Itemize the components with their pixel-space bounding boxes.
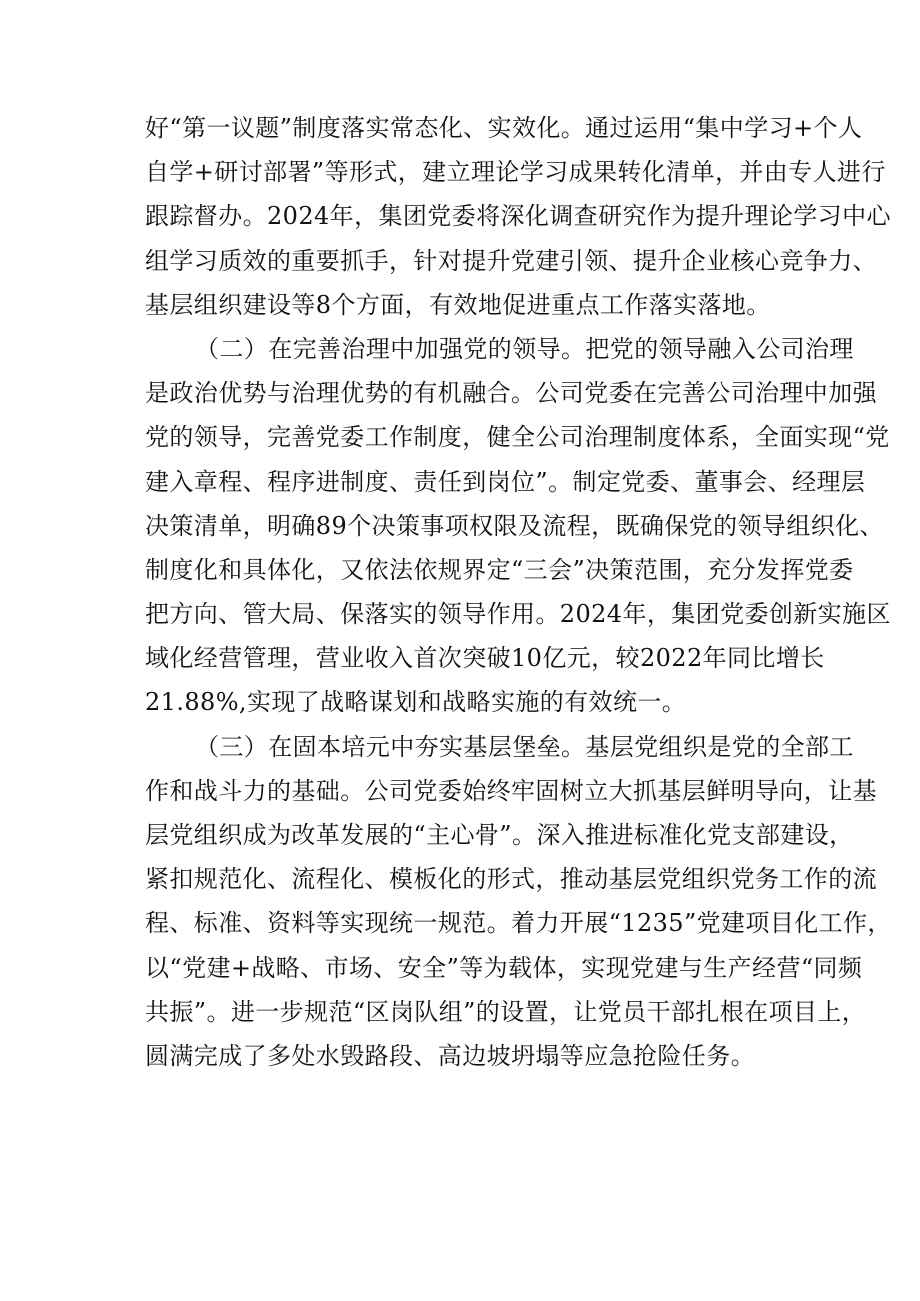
section-heading-line: （二）在完善治理中加强党的领导。把党的领导融入公司治理 — [195, 334, 854, 363]
text-line: 共振”。进一步规范“区岗队组”的设置，让党员干部扎根在项目上， — [145, 997, 867, 1026]
text-line: 圆满完成了多处水毁路段、高边坡坍塌等应急抢险任务。 — [145, 1041, 755, 1070]
text-line: 决策清单，明确89个决策事项权限及流程，既确保党的领导组织化、 — [145, 511, 884, 540]
text-line: 域化经营管理，营业收入首次突破10亿元，较2022年同比增长 — [145, 644, 825, 673]
text-line: 以“党建+战略、市场、安全”等为载体，实现党建与生产经营“同频 — [145, 953, 863, 982]
text-line: 好“第一议题”制度落实常态化、实效化。通过运用“集中学习+个人 — [145, 114, 863, 142]
section-heading-line: （三）在固本培元中夯实基层堡垒。基层党组织是党的全部工 — [195, 732, 854, 761]
text-line: 程、标准、资料等实现统一规范。着力开展“1235”党建项目化工作， — [145, 909, 892, 938]
text-line: 层党组织成为改革发展的“主心骨”。深入推进标准化党支部建设， — [145, 821, 854, 849]
paragraph-section-3 — [145, 725, 892, 1079]
text-line: 组学习质效的重要抓手，针对提升党建引领、提升企业核心竞争力、 — [145, 246, 877, 275]
text-line: 党的领导，完善党委工作制度，健全公司治理制度体系，全面实现“党 — [145, 423, 890, 452]
text-line: 自学+研讨部署”等形式，建立理论学习成果转化清单，并由专人进行 — [145, 158, 886, 187]
document-body — [145, 106, 892, 1078]
text-line: 21.88%,实现了战略谋划和战略实施的有效统一。 — [145, 688, 687, 717]
text-line: 把方向、管大局、保落实的领导作用。2024年，集团党委创新实施区 — [145, 600, 891, 629]
text-line: 作和战斗力的基础。公司党委始终牢固树立大抓基层鲜明导向，让基 — [145, 776, 877, 805]
paragraph-section-2 — [145, 327, 891, 725]
text-line: 跟踪督办。2024年，集团党委将深化调查研究作为提升理论学习中心 — [145, 202, 891, 231]
text-line: 基层组织建设等8个方面，有效地促进重点工作落实落地。 — [145, 290, 771, 319]
text-line: 制度化和具体化，又依法依规界定“三会”决策范围，充分发挥党委 — [145, 555, 854, 584]
text-line: 是政治优势与治理优势的有机融合。公司党委在完善公司治理中加强 — [145, 379, 877, 408]
text-line: 紧扣规范化、流程化、模板化的形式，推动基层党组织党务工作的流 — [145, 865, 877, 894]
paragraph-continued — [145, 106, 891, 327]
text-line: 建入章程、程序进制度、责任到岗位”。制定党委、董事会、经理层 — [145, 467, 866, 496]
